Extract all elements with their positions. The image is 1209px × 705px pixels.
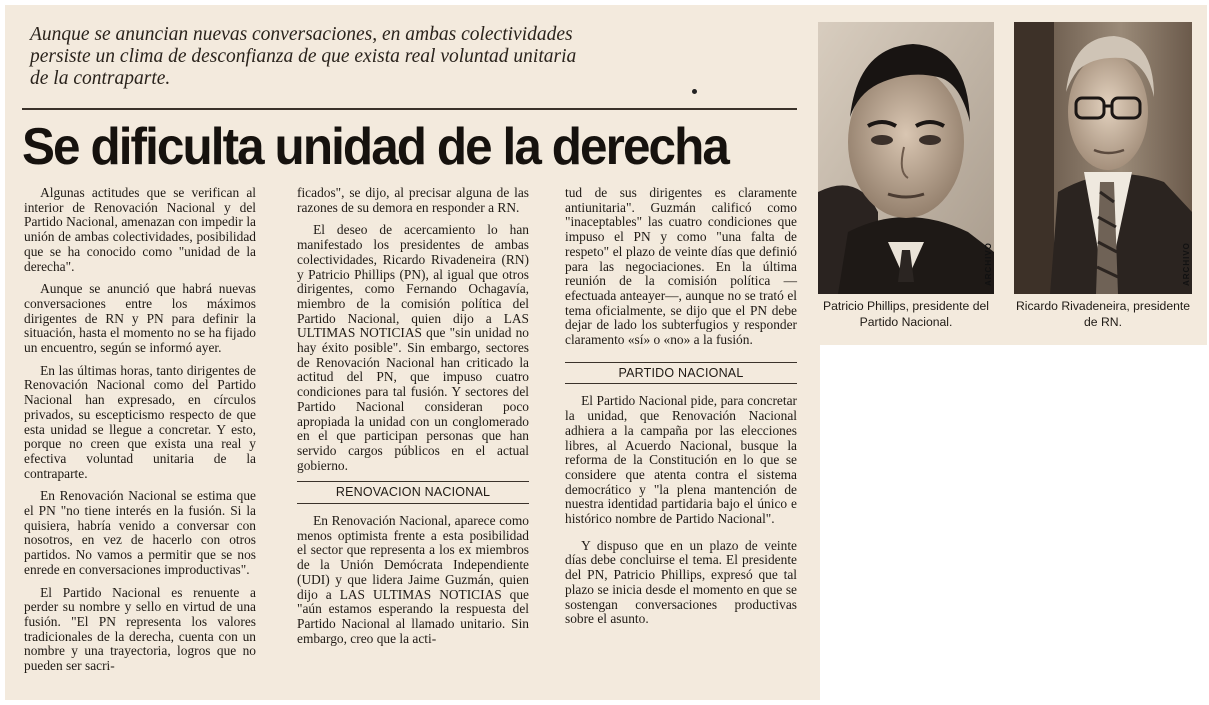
article-column-1 bbox=[24, 186, 256, 674]
portrait-image bbox=[818, 22, 994, 294]
paragraph: Y dispuso que en un plazo de veinte días debe concluirse el tema. El presidente del PN, Patricio Phillips, expresó que tal plazo se inicia desde el momento en que se sostengan conversaciones productivas sobre el asunto. bbox=[565, 537, 797, 627]
article-column-3 bbox=[565, 186, 797, 627]
headline-rule bbox=[22, 108, 797, 110]
photo-patricio-phillips bbox=[818, 22, 994, 294]
article-column-2 bbox=[297, 186, 529, 646]
paragraph: En Renovación Nacional se estima que el PN "no tiene interés en la fusión. Si la quisiera, habría venido a conversar con nosotros, en vez de hacerlo con otros partidos. No vamos a permitir que se nos enrede en conversaciones improductivas". bbox=[24, 488, 256, 577]
paragraph: ficados", se dijo, al precisar alguna de las razones de su demora en responder a RN. bbox=[297, 185, 529, 215]
paragraph: El Partido Nacional es renuente a perder su nombre y sello en virtud de una fusión. "El PN representa los valores tradicionales de la derecha, cuenta con un nombre y una trayectoria, logros que no pueden ser sacri- bbox=[24, 584, 256, 674]
paragraph: Algunas actitudes que se verifican al interior de Renovación Nacional y del Partido Nacional, amenazan con impedir la unión de ambas colectividades, posibilidad que se ha conocido como "unidad de la derecha". bbox=[24, 185, 256, 274]
photo-caption-phillips: Patricio Phillips, presidente del Partido Nacional. bbox=[823, 299, 989, 329]
paragraph: El deseo de acercamiento lo han manifestado los presidentes de ambas colectividades, Ricardo Rivadeneira (RN) y Patricio Phillips (PN), al igual que otros dirigentes, como Fernando Ochagavía, miembro de la comisión política del Partido Nacional, quien dijo a LAS ULTIMAS NOTICIAS que "sin unidad no hay éxito posible". Sin embargo, sectores de Renovación Nacional han criticado la actitud del PN, que impuso cuatro condiciones para tal fusión. Y sectores del Partido Nacional consideran poco apropiada la unidad con un conglomerado en el que participan personas que han servido cargos públicos en el actual gobierno. bbox=[297, 222, 529, 473]
paragraph: En Renovación Nacional, aparece como menos optimista frente a esta posibilidad el sector que representa a los ex miembros de la Unión Demócrata Independiente (UDI) y que lidera Jaime Guzmán, quien dijo a LAS ULTIMAS NOTICIAS que "aún estamos esperando la respuesta del Partido Nacional al llamado unitario. Sin embargo, creo que la acti- bbox=[297, 513, 529, 646]
portrait-image bbox=[1014, 22, 1192, 294]
headline: Se dificulta unidad de la derecha bbox=[22, 118, 728, 176]
photo-credit: ARCHIVO bbox=[984, 242, 993, 286]
paragraph: El Partido Nacional pide, para concretar la unidad, que Renovación Nacional adhiera a la campaña por las elecciones libres, al Acuerdo Nacional, busque la reforma de la Constitución en lo que se considere que atenta contra el sistema democrático y "la plena mantención de nuestra identidad partidaria bajo el único e histórico nombre de Partido Nacional". bbox=[565, 393, 797, 527]
section-subhead-partido: PARTIDO NACIONAL bbox=[565, 362, 797, 385]
photo-caption-rivadeneira: Ricardo Rivadeneira, presidente de RN. bbox=[1015, 299, 1191, 329]
paragraph: tud de sus dirigentes es claramente antiunitaria". Guzmán calificó como "inaceptables" las cuatro condiciones que impuso el PN y como "una falta de respeto" el plazo de veinte días que definió para las negociaciones. En la última reunión de la comisión política —efectuada anteayer—, aunque no se trató el tema oficialmente, se dijo que el PN debe dejar de lado los subterfugios y responder claramento «sí» o «no» a la fusión. bbox=[565, 185, 797, 348]
photo-credit: ARCHIVO bbox=[1182, 242, 1191, 286]
print-dot bbox=[692, 89, 697, 94]
paragraph: Aunque se anunció que habrá nuevas conversaciones entre los máximos dirigentes de RN y PN para definir la situación, hasta el momento no se ha fijado un encuentro, según se informó ayer. bbox=[24, 281, 256, 356]
paragraph: En las últimas horas, tanto dirigentes de Renovación Nacional como del Partido Nacional han expresado, en círculos privados, su escepticismo respecto de que esta unidad se llegue a concretar. Y esto, porque no creen que exista una real y efectiva voluntad unitaria de la contraparte. bbox=[24, 362, 256, 481]
article-kicker: Aunque se anuncian nuevas conversaciones, en ambas colectividades persiste un clima de desconfianza de que exista real voluntad unitaria de la contraparte. bbox=[30, 24, 577, 89]
section-subhead-renovacion: RENOVACION NACIONAL bbox=[297, 481, 529, 504]
photo-ricardo-rivadeneira bbox=[1014, 22, 1192, 294]
